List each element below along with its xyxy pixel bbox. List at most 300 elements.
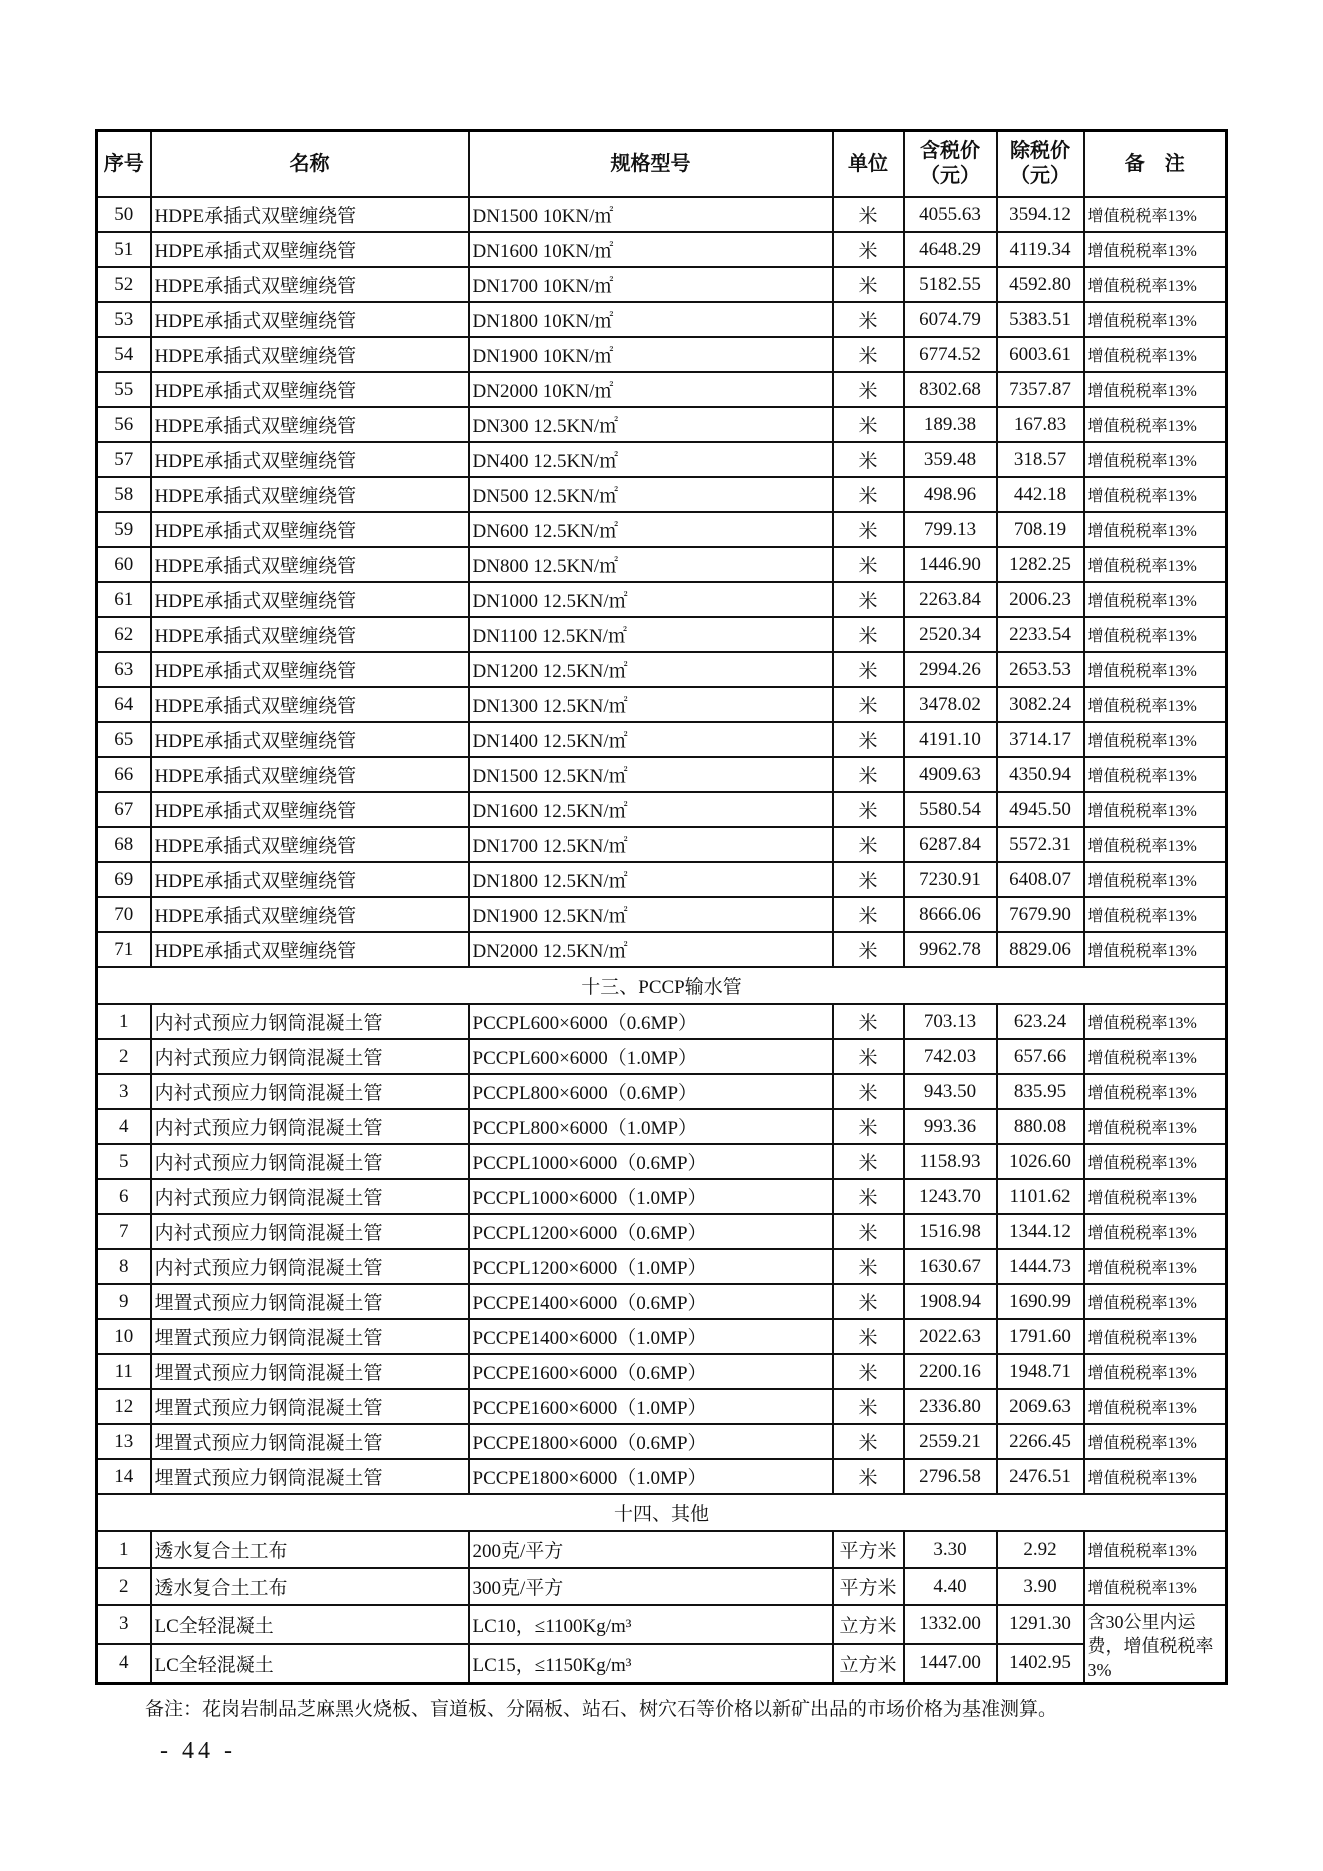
cell-price-notax: 880.08 — [997, 1109, 1084, 1144]
cell-remark: 增值税税率13% — [1084, 1354, 1227, 1389]
cell-spec: LC15，≤1150Kg/m³ — [469, 1644, 833, 1684]
cell-name: HDPE承插式双壁缠绕管 — [151, 302, 469, 337]
cell-unit: 米 — [833, 547, 904, 582]
cell-seq: 55 — [97, 372, 151, 407]
cell-remark: 增值税税率13% — [1084, 1179, 1227, 1214]
cell-remark: 增值税税率13% — [1084, 1389, 1227, 1424]
cell-unit: 米 — [833, 1179, 904, 1214]
cell-seq: 51 — [97, 232, 151, 267]
cell-unit: 米 — [833, 722, 904, 757]
cell-price-tax: 5182.55 — [904, 267, 997, 302]
cell-remark: 增值税税率13% — [1084, 652, 1227, 687]
cell-name: 内衬式预应力钢筒混凝土管 — [151, 1039, 469, 1074]
footnote: 备注：花岗岩制品芝麻黑火烧板、盲道板、分隔板、站石、树穴石等价格以新矿出品的市场价格为基准测算。 — [145, 1699, 1058, 1720]
cell-name: 内衬式预应力钢筒混凝土管 — [151, 1144, 469, 1179]
section-row — [97, 1494, 1227, 1531]
cell-remark: 增值税税率13% — [1084, 1039, 1227, 1074]
cell-seq: 59 — [97, 512, 151, 547]
cell-seq: 10 — [97, 1319, 151, 1354]
cell-seq: 58 — [97, 477, 151, 512]
cell-price-tax: 4909.63 — [904, 757, 997, 792]
cell-unit: 立方米 — [833, 1605, 904, 1644]
cell-spec: PCCPL800×6000（0.6MP） — [469, 1074, 833, 1109]
cell-name: 内衬式预应力钢筒混凝土管 — [151, 1074, 469, 1109]
cell-name: HDPE承插式双壁缠绕管 — [151, 862, 469, 897]
cell-price-notax: 2233.54 — [997, 617, 1084, 652]
cell-price-notax: 2653.53 — [997, 652, 1084, 687]
cell-price-tax: 2263.84 — [904, 582, 997, 617]
table-row — [97, 897, 1227, 932]
cell-price-notax: 2.92 — [997, 1531, 1084, 1568]
cell-seq: 5 — [97, 1144, 151, 1179]
cell-unit: 米 — [833, 197, 904, 232]
cell-seq: 69 — [97, 862, 151, 897]
cell-seq: 9 — [97, 1284, 151, 1319]
cell-price-tax: 4.40 — [904, 1568, 997, 1605]
cell-name: 内衬式预应力钢筒混凝土管 — [151, 1109, 469, 1144]
cell-remark: 增值税税率13% — [1084, 687, 1227, 722]
cell-seq: 50 — [97, 197, 151, 232]
table-row — [97, 722, 1227, 757]
cell-unit: 米 — [833, 1424, 904, 1459]
cell-price-notax: 442.18 — [997, 477, 1084, 512]
cell-price-tax: 3478.02 — [904, 687, 997, 722]
table-row — [97, 582, 1227, 617]
cell-price-tax: 1630.67 — [904, 1249, 997, 1284]
cell-price-tax: 6287.84 — [904, 827, 997, 862]
table-row — [97, 757, 1227, 792]
cell-price-notax: 1026.60 — [997, 1144, 1084, 1179]
cell-remark: 增值税税率13% — [1084, 442, 1227, 477]
cell-spec: PCCPE1600×6000（0.6MP） — [469, 1354, 833, 1389]
header-seq: 序号 — [97, 131, 151, 198]
cell-price-notax: 657.66 — [997, 1039, 1084, 1074]
cell-spec: PCCPL600×6000（0.6MP） — [469, 1004, 833, 1039]
cell-price-notax: 5383.51 — [997, 302, 1084, 337]
table-row — [97, 197, 1227, 232]
cell-price-notax: 623.24 — [997, 1004, 1084, 1039]
price-table — [95, 129, 1228, 1685]
cell-spec: DN400 12.5KN/㎡ — [469, 442, 833, 477]
table-row — [97, 442, 1227, 477]
cell-name: HDPE承插式双壁缠绕管 — [151, 652, 469, 687]
cell-unit: 米 — [833, 1354, 904, 1389]
cell-price-tax: 1243.70 — [904, 1179, 997, 1214]
cell-unit: 米 — [833, 302, 904, 337]
cell-unit: 米 — [833, 827, 904, 862]
cell-price-notax: 4119.34 — [997, 232, 1084, 267]
cell-name: HDPE承插式双壁缠绕管 — [151, 372, 469, 407]
table-row — [97, 1424, 1227, 1459]
cell-price-notax: 835.95 — [997, 1074, 1084, 1109]
cell-price-tax: 742.03 — [904, 1039, 997, 1074]
cell-price-tax: 1447.00 — [904, 1644, 997, 1684]
cell-spec: PCCPL1000×6000（0.6MP） — [469, 1144, 833, 1179]
cell-seq: 56 — [97, 407, 151, 442]
cell-name: HDPE承插式双壁缠绕管 — [151, 582, 469, 617]
cell-seq: 13 — [97, 1424, 151, 1459]
cell-name: 内衬式预应力钢筒混凝土管 — [151, 1179, 469, 1214]
cell-spec: DN2000 10KN/㎡ — [469, 372, 833, 407]
cell-name: 埋置式预应力钢筒混凝土管 — [151, 1389, 469, 1424]
cell-name: HDPE承插式双壁缠绕管 — [151, 442, 469, 477]
table-row — [97, 617, 1227, 652]
cell-seq: 3 — [97, 1605, 151, 1644]
cell-unit: 米 — [833, 1389, 904, 1424]
cell-spec: LC10，≤1100Kg/m³ — [469, 1605, 833, 1644]
table-row — [97, 652, 1227, 687]
cell-remark: 增值税税率13% — [1084, 477, 1227, 512]
cell-price-notax: 4350.94 — [997, 757, 1084, 792]
cell-spec: PCCPE1600×6000（1.0MP） — [469, 1389, 833, 1424]
cell-spec: DN1500 10KN/㎡ — [469, 197, 833, 232]
cell-unit: 平方米 — [833, 1568, 904, 1605]
cell-seq: 3 — [97, 1074, 151, 1109]
cell-price-notax: 1344.12 — [997, 1214, 1084, 1249]
table-row — [97, 547, 1227, 582]
cell-remark: 增值税税率13% — [1084, 827, 1227, 862]
table-row — [97, 792, 1227, 827]
cell-seq: 65 — [97, 722, 151, 757]
cell-price-tax: 2520.34 — [904, 617, 997, 652]
cell-seq: 1 — [97, 1004, 151, 1039]
cell-unit: 米 — [833, 792, 904, 827]
cell-price-notax: 6003.61 — [997, 337, 1084, 372]
cell-price-tax: 2200.16 — [904, 1354, 997, 1389]
table-row — [97, 1605, 1227, 1644]
cell-unit: 米 — [833, 267, 904, 302]
cell-name: HDPE承插式双壁缠绕管 — [151, 932, 469, 967]
table-row — [97, 232, 1227, 267]
cell-remark: 增值税税率13% — [1084, 1109, 1227, 1144]
cell-remark: 增值税税率13% — [1084, 1214, 1227, 1249]
cell-unit: 立方米 — [833, 1644, 904, 1684]
cell-price-notax: 2069.63 — [997, 1389, 1084, 1424]
cell-spec: PCCPL600×6000（1.0MP） — [469, 1039, 833, 1074]
cell-unit: 米 — [833, 372, 904, 407]
cell-unit: 米 — [833, 1144, 904, 1179]
table-row — [97, 337, 1227, 372]
cell-name: 内衬式预应力钢筒混凝土管 — [151, 1004, 469, 1039]
table-row — [97, 372, 1227, 407]
table-row — [97, 1284, 1227, 1319]
cell-name: 内衬式预应力钢筒混凝土管 — [151, 1249, 469, 1284]
cell-seq: 67 — [97, 792, 151, 827]
cell-name: HDPE承插式双壁缠绕管 — [151, 477, 469, 512]
cell-seq: 68 — [97, 827, 151, 862]
cell-spec: DN1900 12.5KN/㎡ — [469, 897, 833, 932]
cell-seq: 53 — [97, 302, 151, 337]
cell-price-tax: 359.48 — [904, 442, 997, 477]
cell-spec: DN1200 12.5KN/㎡ — [469, 652, 833, 687]
cell-unit: 米 — [833, 932, 904, 967]
cell-seq: 4 — [97, 1644, 151, 1684]
cell-remark: 增值税税率13% — [1084, 512, 1227, 547]
table-row — [97, 1179, 1227, 1214]
cell-remark: 增值税税率13% — [1084, 1568, 1227, 1605]
cell-unit: 米 — [833, 1004, 904, 1039]
cell-name: HDPE承插式双壁缠绕管 — [151, 547, 469, 582]
cell-remark: 增值税税率13% — [1084, 197, 1227, 232]
cell-remark: 增值税税率13% — [1084, 302, 1227, 337]
cell-remark: 增值税税率13% — [1084, 1459, 1227, 1494]
cell-spec: PCCPE1800×6000（0.6MP） — [469, 1424, 833, 1459]
cell-price-tax: 5580.54 — [904, 792, 997, 827]
cell-price-tax: 8302.68 — [904, 372, 997, 407]
cell-spec: PCCPE1400×6000（1.0MP） — [469, 1319, 833, 1354]
cell-name: HDPE承插式双壁缠绕管 — [151, 722, 469, 757]
table-row — [97, 1354, 1227, 1389]
cell-remark: 增值税税率13% — [1084, 617, 1227, 652]
cell-price-tax: 6774.52 — [904, 337, 997, 372]
cell-remark: 含30公里内运费，增值税税率3% — [1084, 1605, 1227, 1684]
table-row — [97, 1531, 1227, 1568]
cell-remark: 增值税税率13% — [1084, 722, 1227, 757]
cell-price-notax: 2006.23 — [997, 582, 1084, 617]
section-title: 十三、PCCP输水管 — [97, 967, 1227, 1004]
cell-remark: 增值税税率13% — [1084, 1319, 1227, 1354]
cell-price-notax: 3.90 — [997, 1568, 1084, 1605]
cell-price-notax: 2476.51 — [997, 1459, 1084, 1494]
cell-remark: 增值税税率13% — [1084, 1424, 1227, 1459]
cell-spec: DN1800 12.5KN/㎡ — [469, 862, 833, 897]
cell-price-tax: 189.38 — [904, 407, 997, 442]
cell-remark: 增值税税率13% — [1084, 1284, 1227, 1319]
cell-spec: DN1700 10KN/㎡ — [469, 267, 833, 302]
cell-spec: DN2000 12.5KN/㎡ — [469, 932, 833, 967]
cell-seq: 62 — [97, 617, 151, 652]
cell-price-notax: 3714.17 — [997, 722, 1084, 757]
cell-remark: 增值税税率13% — [1084, 1249, 1227, 1284]
cell-remark: 增值税税率13% — [1084, 372, 1227, 407]
cell-price-notax: 1791.60 — [997, 1319, 1084, 1354]
cell-price-notax: 6408.07 — [997, 862, 1084, 897]
table-row — [97, 1389, 1227, 1424]
cell-name: HDPE承插式双壁缠绕管 — [151, 512, 469, 547]
section-row — [97, 967, 1227, 1004]
table-row — [97, 267, 1227, 302]
cell-remark: 增值税税率13% — [1084, 232, 1227, 267]
cell-seq: 70 — [97, 897, 151, 932]
cell-price-tax: 2022.63 — [904, 1319, 997, 1354]
cell-price-notax: 3594.12 — [997, 197, 1084, 232]
cell-name: 内衬式预应力钢筒混凝土管 — [151, 1214, 469, 1249]
cell-name: LC全轻混凝土 — [151, 1605, 469, 1644]
cell-remark: 增值税税率13% — [1084, 1144, 1227, 1179]
header-price-tax: 含税价（元） — [904, 131, 997, 198]
cell-seq: 66 — [97, 757, 151, 792]
cell-name: HDPE承插式双壁缠绕管 — [151, 232, 469, 267]
cell-price-tax: 1516.98 — [904, 1214, 997, 1249]
cell-price-notax: 4945.50 — [997, 792, 1084, 827]
cell-seq: 1 — [97, 1531, 151, 1568]
page-number: - 44 - — [160, 1738, 236, 1764]
cell-price-notax: 7357.87 — [997, 372, 1084, 407]
cell-seq: 61 — [97, 582, 151, 617]
cell-price-tax: 1908.94 — [904, 1284, 997, 1319]
cell-price-tax: 6074.79 — [904, 302, 997, 337]
cell-price-notax: 3082.24 — [997, 687, 1084, 722]
cell-unit: 米 — [833, 862, 904, 897]
cell-unit: 米 — [833, 1319, 904, 1354]
cell-remark: 增值税税率13% — [1084, 757, 1227, 792]
cell-spec: DN1300 12.5KN/㎡ — [469, 687, 833, 722]
cell-remark: 增值税税率13% — [1084, 792, 1227, 827]
cell-remark: 增值税税率13% — [1084, 267, 1227, 302]
cell-price-notax: 1444.73 — [997, 1249, 1084, 1284]
cell-spec: DN1700 12.5KN/㎡ — [469, 827, 833, 862]
cell-price-notax: 1101.62 — [997, 1179, 1084, 1214]
cell-seq: 57 — [97, 442, 151, 477]
header-row — [97, 131, 1227, 198]
cell-spec: DN800 12.5KN/㎡ — [469, 547, 833, 582]
cell-price-tax: 7230.91 — [904, 862, 997, 897]
cell-unit: 米 — [833, 337, 904, 372]
cell-name: HDPE承插式双壁缠绕管 — [151, 827, 469, 862]
cell-name: HDPE承插式双壁缠绕管 — [151, 617, 469, 652]
cell-price-notax: 1690.99 — [997, 1284, 1084, 1319]
cell-remark: 增值税税率13% — [1084, 407, 1227, 442]
cell-name: HDPE承插式双壁缠绕管 — [151, 337, 469, 372]
cell-seq: 14 — [97, 1459, 151, 1494]
cell-spec: PCCPL1200×6000（1.0MP） — [469, 1249, 833, 1284]
cell-price-notax: 708.19 — [997, 512, 1084, 547]
cell-spec: DN600 12.5KN/㎡ — [469, 512, 833, 547]
cell-price-tax: 1158.93 — [904, 1144, 997, 1179]
cell-seq: 4 — [97, 1109, 151, 1144]
cell-name: 埋置式预应力钢筒混凝土管 — [151, 1284, 469, 1319]
cell-price-tax: 8666.06 — [904, 897, 997, 932]
table-row — [97, 1214, 1227, 1249]
cell-spec: 300克/平方 — [469, 1568, 833, 1605]
cell-price-tax: 3.30 — [904, 1531, 997, 1568]
cell-spec: 200克/平方 — [469, 1531, 833, 1568]
cell-price-tax: 2336.80 — [904, 1389, 997, 1424]
header-remark: 备 注 — [1084, 131, 1227, 198]
cell-remark: 增值税税率13% — [1084, 862, 1227, 897]
table-row — [97, 1459, 1227, 1494]
table-row — [97, 1568, 1227, 1605]
cell-name: HDPE承插式双壁缠绕管 — [151, 757, 469, 792]
cell-unit: 米 — [833, 407, 904, 442]
cell-spec: DN1600 10KN/㎡ — [469, 232, 833, 267]
table-row — [97, 862, 1227, 897]
cell-name: HDPE承插式双壁缠绕管 — [151, 792, 469, 827]
table-row — [97, 932, 1227, 967]
cell-spec: PCCPE1400×6000（0.6MP） — [469, 1284, 833, 1319]
table-row — [97, 1039, 1227, 1074]
table-row — [97, 477, 1227, 512]
table-row — [97, 1004, 1227, 1039]
cell-price-tax: 2559.21 — [904, 1424, 997, 1459]
cell-spec: DN1900 10KN/㎡ — [469, 337, 833, 372]
table-row — [97, 512, 1227, 547]
cell-unit: 米 — [833, 477, 904, 512]
cell-price-tax: 498.96 — [904, 477, 997, 512]
cell-spec: DN1400 12.5KN/㎡ — [469, 722, 833, 757]
cell-price-notax: 2266.45 — [997, 1424, 1084, 1459]
cell-remark: 增值税税率13% — [1084, 932, 1227, 967]
cell-seq: 7 — [97, 1214, 151, 1249]
cell-unit: 米 — [833, 442, 904, 477]
cell-name: HDPE承插式双壁缠绕管 — [151, 267, 469, 302]
cell-price-tax: 2796.58 — [904, 1459, 997, 1494]
header-spec: 规格型号 — [469, 131, 833, 198]
cell-remark: 增值税税率13% — [1084, 1531, 1227, 1568]
cell-seq: 60 — [97, 547, 151, 582]
table-row — [97, 1074, 1227, 1109]
cell-spec: DN300 12.5KN/㎡ — [469, 407, 833, 442]
cell-seq: 63 — [97, 652, 151, 687]
cell-name: 埋置式预应力钢筒混凝土管 — [151, 1319, 469, 1354]
header-unit: 单位 — [833, 131, 904, 198]
cell-remark: 增值税税率13% — [1084, 1074, 1227, 1109]
cell-unit: 米 — [833, 687, 904, 722]
cell-price-tax: 4191.10 — [904, 722, 997, 757]
cell-unit: 米 — [833, 582, 904, 617]
cell-seq: 54 — [97, 337, 151, 372]
cell-unit: 米 — [833, 232, 904, 267]
cell-seq: 12 — [97, 1389, 151, 1424]
cell-name: HDPE承插式双壁缠绕管 — [151, 197, 469, 232]
cell-price-notax: 318.57 — [997, 442, 1084, 477]
cell-spec: DN1800 10KN/㎡ — [469, 302, 833, 337]
cell-seq: 6 — [97, 1179, 151, 1214]
cell-price-notax: 7679.90 — [997, 897, 1084, 932]
cell-unit: 米 — [833, 897, 904, 932]
cell-remark: 增值税税率13% — [1084, 1004, 1227, 1039]
cell-price-tax: 2994.26 — [904, 652, 997, 687]
cell-spec: PCCPL800×6000（1.0MP） — [469, 1109, 833, 1144]
cell-seq: 52 — [97, 267, 151, 302]
section-title: 十四、其他 — [97, 1494, 1227, 1531]
cell-unit: 米 — [833, 652, 904, 687]
table-row — [97, 302, 1227, 337]
cell-spec: PCCPE1800×6000（1.0MP） — [469, 1459, 833, 1494]
cell-price-tax: 943.50 — [904, 1074, 997, 1109]
cell-name: 埋置式预应力钢筒混凝土管 — [151, 1424, 469, 1459]
cell-name: HDPE承插式双壁缠绕管 — [151, 897, 469, 932]
cell-price-tax: 703.13 — [904, 1004, 997, 1039]
table-row — [97, 1644, 1227, 1684]
table-row — [97, 1144, 1227, 1179]
cell-seq: 2 — [97, 1568, 151, 1605]
cell-remark: 增值税税率13% — [1084, 582, 1227, 617]
cell-price-notax: 4592.80 — [997, 267, 1084, 302]
cell-unit: 米 — [833, 1249, 904, 1284]
table-row — [97, 407, 1227, 442]
cell-unit: 平方米 — [833, 1531, 904, 1568]
cell-name: 透水复合土工布 — [151, 1531, 469, 1568]
cell-unit: 米 — [833, 1074, 904, 1109]
cell-seq: 8 — [97, 1249, 151, 1284]
header-price-notax: 除税价（元） — [997, 131, 1084, 198]
cell-price-tax: 1446.90 — [904, 547, 997, 582]
cell-spec: PCCPL1200×6000（0.6MP） — [469, 1214, 833, 1249]
cell-unit: 米 — [833, 757, 904, 792]
cell-spec: DN1600 12.5KN/㎡ — [469, 792, 833, 827]
header-name: 名称 — [151, 131, 469, 198]
cell-price-tax: 993.36 — [904, 1109, 997, 1144]
cell-name: 透水复合土工布 — [151, 1568, 469, 1605]
cell-remark: 增值税税率13% — [1084, 897, 1227, 932]
cell-spec: DN1100 12.5KN/㎡ — [469, 617, 833, 652]
cell-unit: 米 — [833, 1039, 904, 1074]
cell-name: HDPE承插式双壁缠绕管 — [151, 407, 469, 442]
cell-name: HDPE承插式双壁缠绕管 — [151, 687, 469, 722]
cell-price-notax: 8829.06 — [997, 932, 1084, 967]
cell-name: 埋置式预应力钢筒混凝土管 — [151, 1354, 469, 1389]
